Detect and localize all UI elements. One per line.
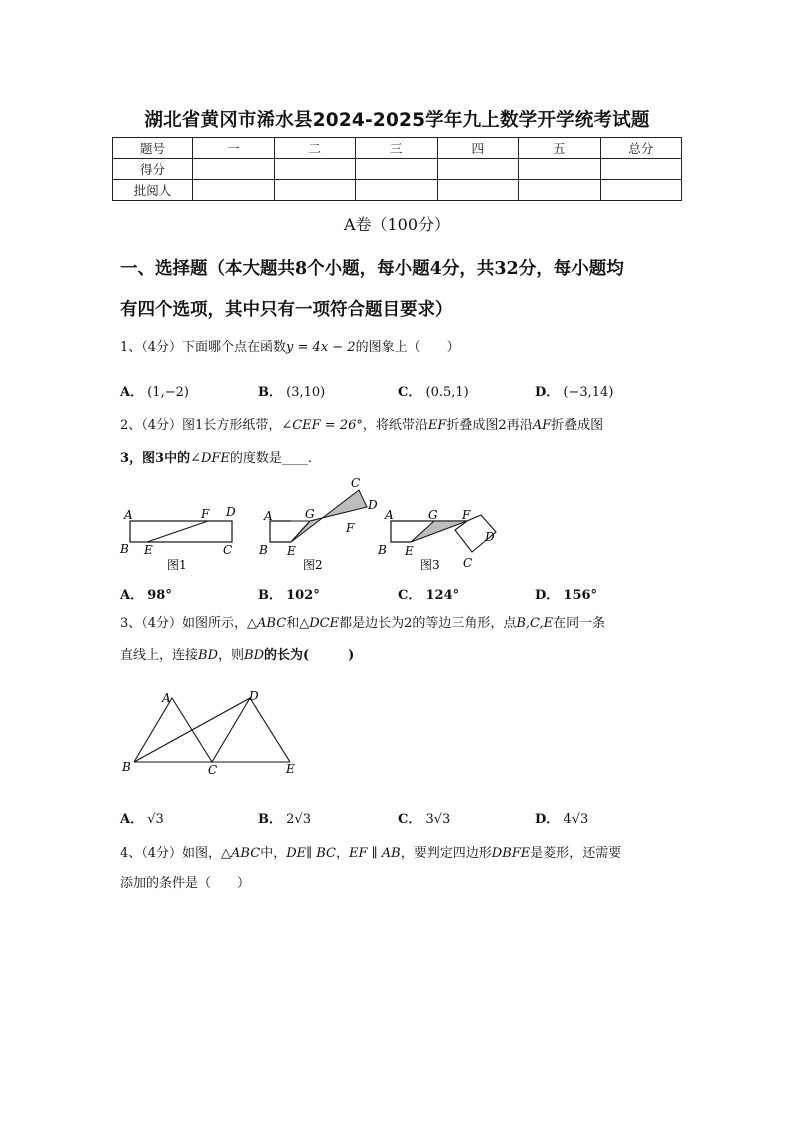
option-label: C． [398,812,422,827]
q2-option-b[interactable] [258,584,320,603]
label-G: G [305,507,315,521]
table-row [113,159,682,180]
label-B: B [259,543,268,557]
option-label: C． [398,385,422,400]
label-E: E [144,543,153,557]
label-A: A [264,509,273,523]
q2-text: 的度数是____. [229,451,313,466]
q3-option-b[interactable] [258,808,311,827]
label-C: C [223,543,233,557]
q3-pts: B,C,E [516,616,554,631]
table-cell [600,180,682,201]
label-A: A [162,691,171,705]
part1-heading-line2: 有四个选项，其中只有一项符合题目要求） [120,300,453,320]
table-cell: 题号 [113,138,193,159]
q3-bd2: BD [244,648,264,663]
table-cell [600,159,682,180]
q4-ef: EF ∥ AB [349,846,401,861]
table-cell: 二 [274,138,356,159]
label-B: B [120,542,129,556]
q2-figures [115,474,515,578]
option-label: D． [535,812,560,827]
caption-2: 图2 [303,558,323,572]
label-G: G [428,508,438,522]
q3-text: 直线上，连接 [120,648,199,663]
q2-angle2: ∠DFE [190,451,230,466]
q3-bd: BD [198,648,218,663]
q2-option-d[interactable] [535,584,597,603]
option-label: A． [120,812,144,827]
label-A: A [124,508,133,522]
option-text: (−3,14) [563,385,614,400]
table-cell: 五 [519,138,601,159]
q3-option-d[interactable] [535,808,588,827]
table-cell [274,159,356,180]
option-label: A． [120,588,144,603]
q3-text: 在同一条 [553,616,606,631]
part1-heading-line1: 一、选择题（本大题共8个小题，每小题4分，共32分，每小题均 [120,259,624,279]
label-B: B [122,760,131,774]
question-2-line1 [120,416,690,436]
score-table [112,137,682,201]
q3-text: ，则 [218,648,245,663]
label-E: E [286,762,295,776]
table-cell [356,159,438,180]
q2-text: 3，图3中的 [120,451,191,466]
q3-option-c[interactable] [398,808,450,827]
table-cell [519,159,601,180]
label-F: F [201,507,210,521]
q2-text: 折叠成图 [551,418,604,433]
q3-option-a[interactable] [120,808,164,827]
q4-tri: △ABC [221,846,261,861]
table-cell [193,180,275,201]
question-1 [120,338,690,358]
option-label: C． [398,588,422,603]
option-text: 124° [425,588,460,603]
option-text: 3√3 [425,812,451,827]
option-text: (1,−2) [147,385,189,400]
question-4-line2: 添加的条件是（ ） [120,876,251,891]
question-3-line1 [120,614,690,634]
option-text: (3,10) [286,385,326,400]
option-text: 4√3 [563,812,589,827]
q3-text: 和 [286,616,300,631]
q1-option-a[interactable] [120,381,189,400]
label-D: D [485,530,495,544]
q4-text: 4、（4分）如图， [120,846,222,861]
label-D: D [226,505,236,519]
q2-angle: ∠CEF = 26° [281,418,363,433]
label-E: E [405,544,414,558]
q2-text: ，将纸带沿 [362,418,428,433]
table-cell [193,159,275,180]
label-F: F [462,508,471,522]
q4-text: ， [336,846,350,861]
option-label: D． [535,588,560,603]
caption-3: 图3 [420,558,440,572]
table-cell [437,159,519,180]
q4-de: DE∥ BC [286,846,336,861]
table-cell: 批阅人 [113,180,193,201]
q2-af: AF [532,418,552,433]
q2-option-c[interactable] [398,584,459,603]
option-text: (0.5,1) [425,385,469,400]
question-2-line2 [120,449,690,469]
q2-ef: EF [427,418,447,433]
caption-1: 图1 [167,558,187,572]
q3-figure [118,686,308,778]
q4-text: 是菱形，还需要 [530,846,622,861]
option-text: 2√3 [286,812,311,827]
q1-expr: y = 4x − 2 [286,340,356,355]
question-3-line2 [120,646,690,666]
table-row [113,180,682,201]
option-label: B． [258,588,282,603]
q3-text: 3、（4分）如图所示， [120,616,248,631]
table-cell [519,180,601,201]
option-label: B． [258,385,282,400]
table-cell: 得分 [113,159,193,180]
q3-text: 都是边长为2的等边三角形，点 [339,616,517,631]
section-a-heading: A卷（100分） [343,215,451,234]
q1-option-d[interactable] [535,381,613,400]
table-cell [437,180,519,201]
figure-2 [258,476,378,572]
q1-suffix: 的图象上（ ） [355,340,460,355]
option-text: 156° [563,588,598,603]
q4-text: ，要判定四边形 [400,846,492,861]
q1-option-b[interactable] [258,381,325,400]
q4-text: 中， [260,846,287,861]
page-title: 湖北省黄冈市浠水县2024-2025学年九上数学开学统考试题 [144,110,650,131]
label-D: D [368,498,378,512]
table-cell: 一 [193,138,275,159]
q2-text: 折叠成图2再沿 [446,418,533,433]
figure-3 [377,508,496,572]
table-cell [356,180,438,201]
label-C: C [351,476,361,490]
q4-dbfe: DBFE [491,846,531,861]
label-A: A [385,508,394,522]
q2-option-a[interactable] [120,584,172,603]
label-D: D [249,689,259,703]
figure-1 [119,505,236,572]
option-text: 98° [147,588,172,603]
label-E: E [287,544,296,558]
question-4-line1 [120,844,690,864]
table-cell [274,180,356,201]
option-label: B． [258,812,282,827]
label-C: C [208,763,218,777]
label-B: B [378,543,387,557]
table-cell: 三 [356,138,438,159]
q2-text: 2、（4分）图1长方形纸带， [120,418,282,433]
q3-tri1: △ABC [247,616,287,631]
label-F: F [346,521,355,535]
option-label: A． [120,385,144,400]
table-row [113,138,682,159]
table-cell: 总分 [600,138,682,159]
option-label: D． [535,385,560,400]
option-text: √3 [147,812,164,827]
q1-prefix: 1、（4分）下面哪个点在函数 [120,340,287,355]
table-cell: 四 [437,138,519,159]
label-C: C [463,556,473,570]
q3-text: 的长为( ) [264,648,355,663]
q3-tri2: △DCE [299,616,340,631]
q1-option-c[interactable] [398,381,469,400]
option-text: 102° [286,588,320,603]
